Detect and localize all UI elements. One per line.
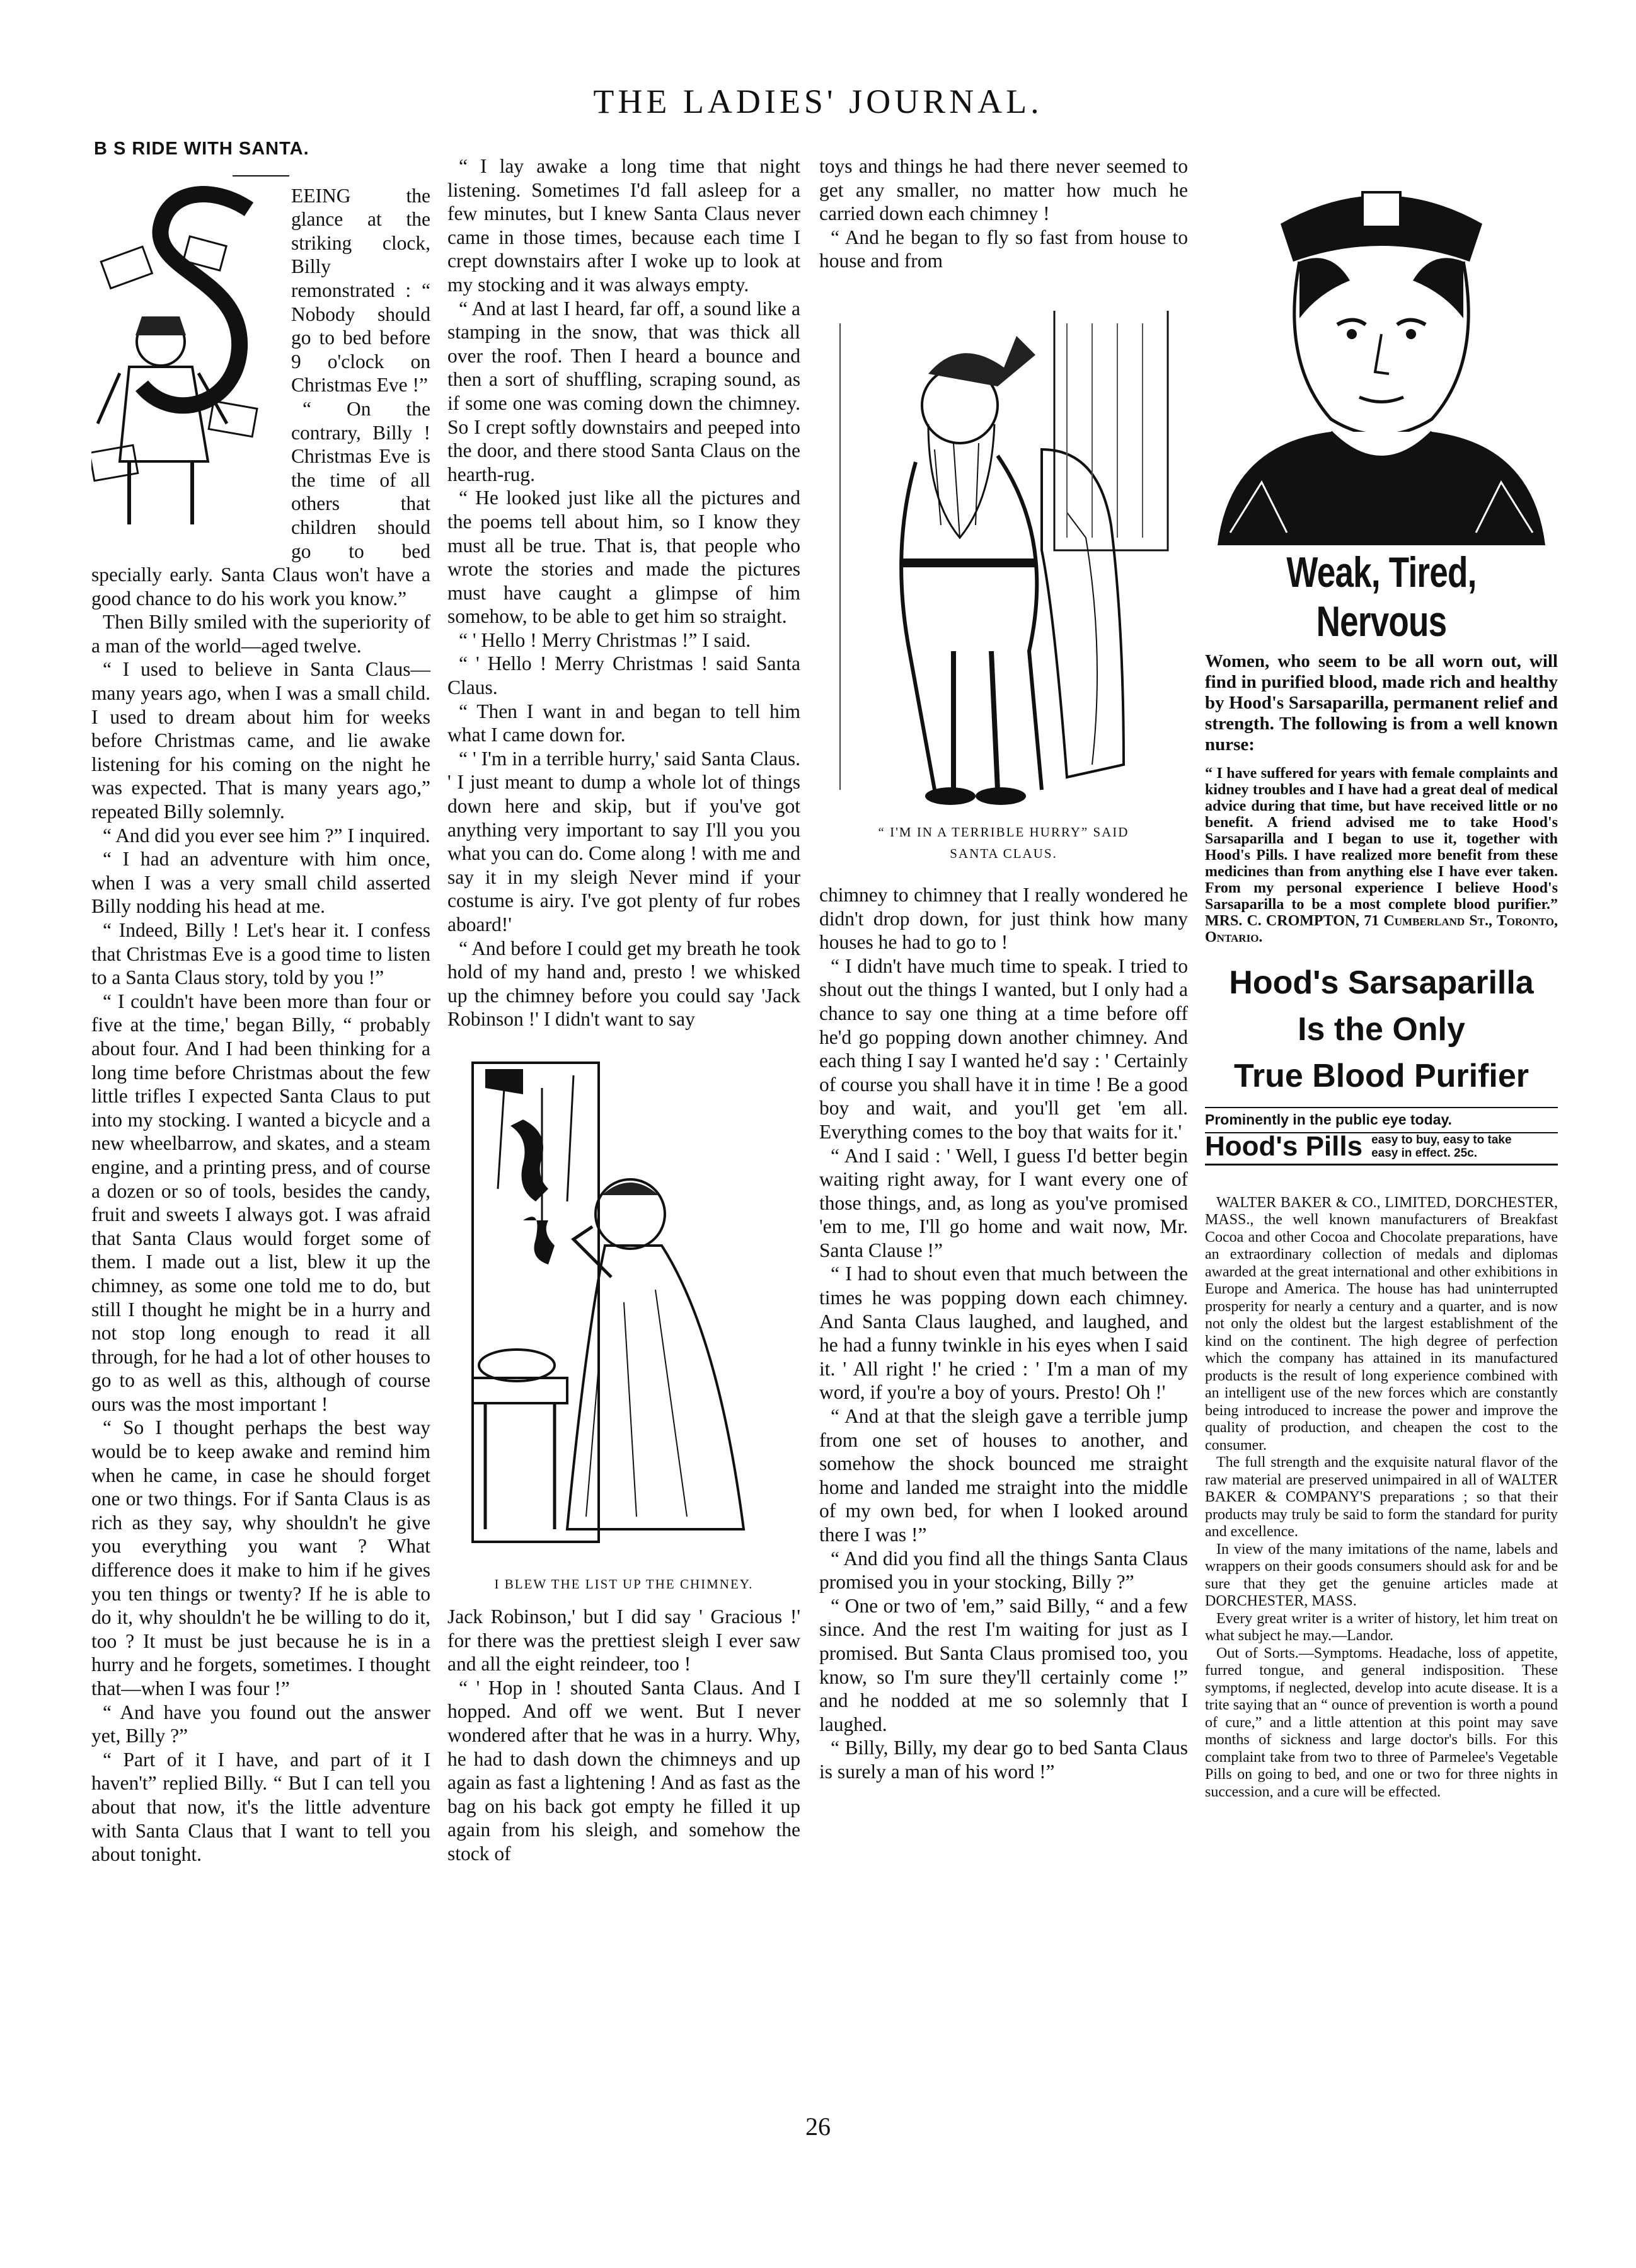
paragraph: “ One or two of 'em,” said Billy, “ and a few since. And the rest I'm waiting for just as I promised. But Santa Claus promised too, you know, so I'm sure they'll certainly come !” and he nodded at me so solemnly that I laughed.	[819, 1594, 1188, 1735]
paragraph: “ And at last I heard, far off, a sound like a stamping in the snow, that was thick all over the roof. Then I heard a bounce and then a sort of shuffling, scraping sound, as if some one was coming down the chimney. So I crept softly downstairs and peeped into the door, and there stood Santa Claus on the hearth-rug.	[447, 297, 800, 485]
illustration-caption: “ I'M IN A TERRIBLE HURRY” SAID	[878, 824, 1129, 840]
paragraph: “ I lay awake a long time that night listening. Sometimes I'd fall asleep for a few minutes, but I knew Santa Claus never came in those times, because each time I crept downstairs after I woke up to look at my stocking and it was always empty.	[447, 155, 800, 296]
paragraph: “ I used to believe in Santa Claus—many years ago, when I was a small child. I used to dream about him for weeks before Christmas came, and lie awake listening for his coming on the night he was expected. That is many years ago,” repeated Billy solemnly.	[91, 658, 430, 823]
ad-testimonial	[1205, 765, 1558, 946]
paragraph: “ ' I'm in a terrible hurry,' said Santa Claus. ' I just meant to dump a whole lot of things down here and skip, but if you've got anything very important to say I'll you you what you can do. Come along ! with me and say it in my sleigh Never mind if your costume is airy. I've got plenty of fur robes aboard!'	[447, 747, 800, 935]
paragraph: “ I couldn't have been more than four or five at the time,' began Billy, “ probably about four. And I had been thinking for a long time before Christmas about the few little trifles I expected Santa Claus to put into my stocking. I wanted a bicycle and a new wheelbarrow, and skates, and a steam engine, and a printing press, and of course a dozen or so of tools, besides the candy, fruit and sweets I always got. I was afraid that Santa Claus would forget some of them. I made out a list, blew it up the chimney, as some one told me to do, but still I thought he might be in a hurry and not stop long enough to read it all through, for he had a lot of other houses to go to as well as this, although of course ours was the most important !	[91, 990, 430, 1415]
paragraph: “ He looked just like all the pictures and the poems tell about him, so I know they must all be true. That is, that people who wrote the stories and made the pictures must have caught a glimpse of him somehow, to be able to get him so straight.	[447, 487, 800, 628]
paragraph: “ I didn't have much time to speak. I tried to shout out the things I wanted, but I only had a chance to say one thing at a time before off he'd go popping down another chimney. And each thing I say I wanted he'd say : ' Certainly of course you shall have it in time ! Be a good boy and wait, and you'll get 'em all. Everything comes to the boy that waits for it.'	[819, 954, 1188, 1143]
paragraph: “ Part of it I have, and part of it I haven't” replied Billy. “ But I can tell you about that now, it's the little adventure with Santa Claus that I want to tell you about tonight.	[91, 1748, 430, 1866]
column-3	[819, 154, 1188, 1784]
baker-notice	[1205, 1195, 1558, 1802]
pills-name: Hood's Pills	[1205, 1130, 1363, 1162]
paragraph: “ ' Hop in ! shouted Santa Claus. And I hopped. And off we went. But I never wondered after that he was in a hurry. Why, he had to dash down the chimneys and up again as fast a lightening ! And as fast as the bag on his back got empty he filled it up again from his sleigh, and somehow the stock of	[447, 1676, 800, 1865]
woman-portrait-illustration	[1205, 154, 1558, 545]
paragraph: “ On the contrary, Billy ! Christmas Eve is the time of all others that children should go to bed specially early. Santa Claus won't have a good chance to do his work you know.”	[91, 397, 430, 610]
brand-line-3: True Blood Purifier	[1233, 1058, 1529, 1094]
testimonial-signature: MRS. C. CROMPTON, 71 Cumberland St., Toronto, Ontario.	[1205, 913, 1558, 946]
paragraph: “ And I said : ' Well, I guess I'd better begin waiting right away, for I want every one of those things, and, as long as you've promised 'em to me, I'll go home and wait now, Mr. Santa Clause !”	[819, 1144, 1188, 1261]
ad-headline: Weak, Tired, Nervous	[1286, 548, 1477, 645]
paragraph: Out of Sorts.—Symptoms. Headache, loss of appetite, furred tongue, and general indisposition. These symptoms, if neglected, develop into acute disease. It is a trite saying that an “ ounce of prevention is worth a pound of cure,” and a little attention at this point may save months of sickness and large doctor's bills. For this complaint take from two to three of Parmelee's Vegetable Pills on going to bed, and one or two for three nights in succession, and a cure will be effected.	[1205, 1645, 1558, 1800]
paragraph: “ I had to shout even that much between the times he was popping down each chimney. And Santa Claus laughed, and laughed, and he had a funny twinkle in his eyes when I said it. ' All right !' he cried : ' I'm a man of my word, if you're a boy of yours. Presto! Oh !'	[819, 1263, 1188, 1404]
pills-tag-2: easy in effect. 25c.	[1371, 1146, 1477, 1160]
pills-tag-1: easy to buy, easy to take	[1371, 1133, 1512, 1147]
column-4	[1205, 154, 1558, 1801]
page-number: 26	[805, 2112, 831, 2141]
paragraph: “ Indeed, Billy ! Let's hear it. I confess that Christmas Eve is a good time to listen to a Santa Claus story, told by you !”	[91, 919, 430, 989]
paragraph: Jack Robinson,' but I did say ' Gracious !' for there was the prettiest sleigh I ever saw and all the eight reindeer, too !	[447, 1605, 800, 1675]
paragraph: chimney to chimney that I really wondered he didn't drop down, for just think how many houses he had to go to !	[819, 883, 1188, 954]
story-title: B S RIDE WITH SANTA.	[94, 139, 309, 159]
brand-line-1: Hood's Sarsaparilla	[1229, 964, 1534, 1001]
testimonial-text: “ I have suffered for years with female complaints and kidney troubles and I have had a great deal of medical advice during that time, but have received little or no benefit. A friend advised me to take Hood's Sarsaparilla and I began to use it, together with Hood's Pills. I have realized more benefit from these medicines than from anything else I have ever taken. From my personal experience I believe Hood's Sarsaparilla to be a most complete blood purifier.”	[1205, 765, 1558, 913]
santa-illustration	[827, 298, 1180, 815]
brand-line-2: Is the Only	[1298, 1011, 1465, 1048]
paragraph: “ And before I could get my breath he took hold of my hand and, presto ! we whisked up the chimney before you could say 'Jack Robinson !' I didn't want to say	[447, 937, 800, 1031]
paragraph: “ I had an adventure with him once, when I was a very small child asserted Billy nodding his head at me.	[91, 848, 430, 918]
paragraph: “ ' Hello ! Merry Christmas ! said Santa Claus.	[447, 652, 800, 699]
illustration-caption: SANTA CLAUS.	[950, 845, 1057, 861]
paragraph: Every great writer is a writer of history, let him treat on what subject he may.—Landor.	[1205, 1610, 1558, 1645]
paragraph: “ And at that the sleigh gave a terrible jump from one set of houses to another, and somehow the shock bounced me straight home and landed me straight into the middle of my own bed, for when I looked around there I was !”	[819, 1405, 1188, 1546]
paragraph: WALTER BAKER & CO., LIMITED, DORCHESTER, MASS., the well known manufacturers of Breakfast Cocoa and other Cocoa and Chocolate preparations, have an extraordinary collection of medals and diplomas awarded at the great international and other exhibitions in Europe and America. The house has had uninterrupted prosperity for nearly a century and a quarter, and is now not only the oldest but the largest establishment of the kind on the continent. The high degree of perfection which the company has attained in its manufactured products is the result of long experience combined with an intelligent use of the new forces which are constantly being introduced to increase the power and improve the quality of production, and cheapen the cost to the consumer.	[1205, 1194, 1558, 1454]
prominently-line: Prominently in the public eye today.	[1205, 1107, 1558, 1133]
paragraph: “ Billy, Billy, my dear go to bed Santa Claus is surely a man of his word !”	[819, 1737, 1188, 1783]
paragraph: toys and things he had there never seemed to get any smaller, no matter how much he carried down each chimney !	[819, 155, 1188, 225]
paragraph: In view of the many imitations of the name, labels and wrappers on their goods consumers should ask for and be sure that they get the genuine articles made at DORCHESTER, MASS.	[1205, 1541, 1558, 1610]
paragraph: “ Then I want in and began to tell him what I came down for.	[447, 700, 800, 746]
drop-cap-illustration	[91, 184, 284, 537]
pills-tagline	[1371, 1133, 1511, 1160]
masthead: THE LADIES' JOURNAL.	[593, 83, 1043, 120]
chimney-boy-illustration	[447, 1050, 800, 1567]
paragraph: “ And have you found out the answer yet, Billy ?”	[91, 1701, 430, 1747]
ad-body: Women, who seem to be all worn out, will find in purified blood, made rich and healthy by Hood's Sarsaparilla, permanent relief and strength. The following is from a well known nurse:	[1205, 651, 1558, 755]
paragraph: “ And did you find all the things Santa Claus promised you in your stocking, Billy ?”	[819, 1547, 1188, 1594]
column-2	[447, 154, 800, 1866]
paragraph: EEING the glance at the striking clock, Billy remonstrated : “ Nobody should go to bed before 9 o'clock on Christmas Eve !”	[291, 184, 430, 396]
paragraph: “ And did you ever see him ?” I inquired.	[103, 824, 430, 847]
title-rule	[233, 175, 289, 176]
paragraph: “ ' Hello ! Merry Christmas !” I said.	[459, 628, 751, 651]
paragraph: “ And he began to fly so fast from house to house and from	[819, 226, 1188, 272]
paragraph: “ So I thought perhaps the best way would be to keep awake and remind him when he came, in case he should forget one or two things. For if Santa Claus is as rich as they say, why shouldn't he give you everything you want ? What difference does it make to him if he gives you ten things or twenty? If he is able to do it, why shouldn't he be willing to do it, too ? It must be just because he is in a hurry and he forgets, sometimes. I thought that—when I was four !”	[91, 1416, 430, 1699]
column-1	[91, 137, 430, 1866]
pills-banner	[1205, 1130, 1558, 1166]
paragraph: The full strength and the exquisite natural flavor of the raw material are preserved unimpaired in all of WALTER BAKER & COMPANY'S preparations ; so that their products may truly be said to form the standard for purity and excellence.	[1205, 1454, 1558, 1541]
paragraph: Then Billy smiled with the superiority of a man of the world—aged twelve.	[91, 611, 430, 657]
illustration-caption: I BLEW THE LIST UP THE CHIMNEY.	[494, 1576, 754, 1592]
